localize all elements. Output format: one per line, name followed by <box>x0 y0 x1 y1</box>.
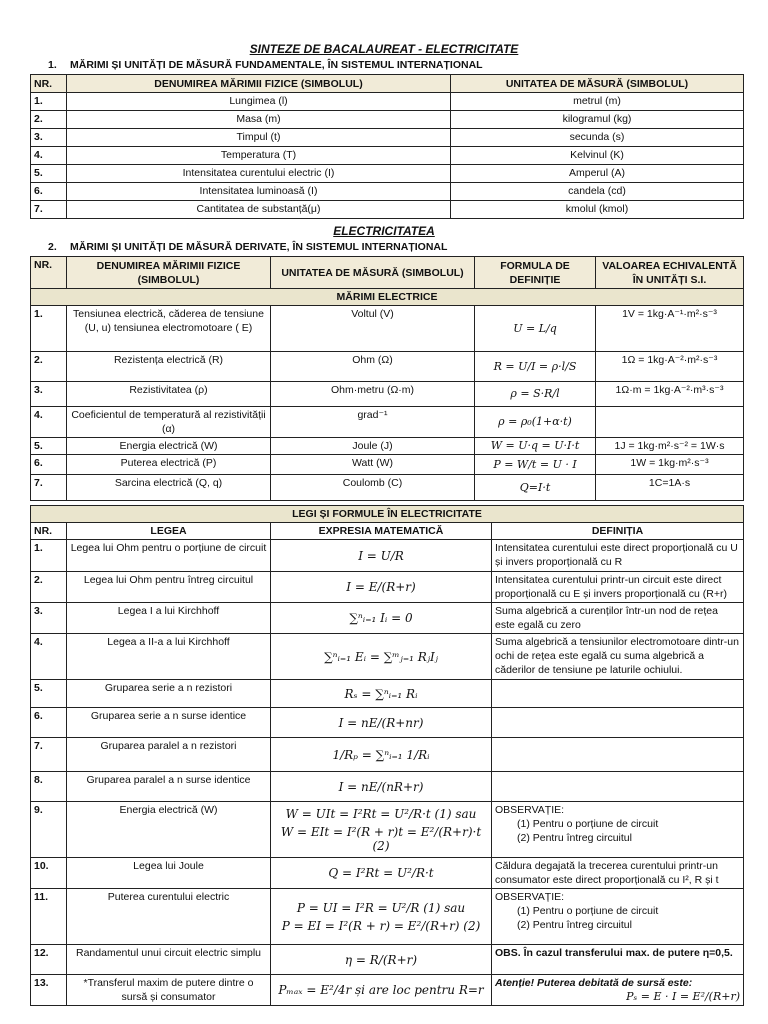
band-laws: LEGI ȘI FORMULE ÎN ELECTRICITATE <box>31 506 744 523</box>
law-name: Gruparea paralel a n rezistori <box>67 738 271 772</box>
table-row <box>31 93 744 111</box>
row-number: 8. <box>31 772 67 802</box>
si-equivalent: 1V = 1kg·A⁻¹·m²·s⁻³ <box>596 306 744 352</box>
quantity-name: Intensitatea luminoasă (I) <box>67 183 451 201</box>
definition-formula: ρ = ρ₀(1+α·t) <box>475 407 596 438</box>
observation-item: (2) Pentru întreg circuitul <box>517 919 632 931</box>
math-expression <box>271 680 492 708</box>
row-number: 3. <box>31 382 67 407</box>
unit-name: Ohm (Ω) <box>271 352 475 382</box>
si-equivalent: 1Ω = 1kg·A⁻²·m²·s⁻³ <box>596 352 744 382</box>
definition-formula: R = U/I = ρ·l/S <box>475 352 596 382</box>
table-row <box>31 772 744 802</box>
math-expression <box>271 772 492 802</box>
section-2-number: 2. <box>48 241 57 253</box>
expression-line: I = nE/(R+nr) <box>338 715 424 730</box>
law-name: Legea lui Joule <box>67 858 271 889</box>
law-name: Legea a II-a a lui Kirchhoff <box>67 634 271 680</box>
subtitle-electricitatea: ELECTRICITATEA <box>333 224 435 238</box>
table-row <box>31 129 744 147</box>
band-row <box>31 289 744 306</box>
quantity-name: Cantitatea de substanță(μ) <box>67 201 451 219</box>
header-quantity: DENUMIREA MĂRIMII FIZICE (SIMBOLUL) <box>67 75 451 93</box>
unit-name: secunda (s) <box>451 129 744 147</box>
expression-line: P = EI = I²(R + r) = E²/(R+r) (2) <box>281 918 481 933</box>
table-row <box>31 455 744 475</box>
header-definition: DEFINIȚIA <box>492 523 744 540</box>
law-definition <box>492 802 744 858</box>
section-1-heading <box>48 59 483 71</box>
law-definition <box>492 945 744 975</box>
math-expression <box>271 858 492 889</box>
header-unit: UNITATEA DE MĂSURĂ (SIMBOLUL) <box>451 75 744 93</box>
expression-line: W = UIt = I²Rt = U²/R·t (1) sau <box>285 806 477 821</box>
math-expression <box>271 708 492 738</box>
header-nr: NR. <box>31 257 67 289</box>
observation-list <box>495 817 740 845</box>
table-row <box>31 945 744 975</box>
si-equivalent: 1Ω·m = 1kg·A⁻²·m³·s⁻³ <box>596 382 744 407</box>
law-definition <box>492 634 744 680</box>
law-name: Gruparea serie a n rezistori <box>67 680 271 708</box>
row-number: 5. <box>31 165 67 183</box>
law-definition <box>492 680 744 708</box>
header-nr: NR. <box>31 523 67 540</box>
section-1-heading-text: MĂRIMI ȘI UNITĂȚI DE MĂSURĂ FUNDAMENTALE, ÎN SISTEMUL INTERNAȚIONAL <box>70 59 483 71</box>
law-definition <box>492 975 744 1006</box>
unit-name: kilogramul (kg) <box>451 111 744 129</box>
section-1-number: 1. <box>48 59 57 71</box>
band-electric-quantities: MĂRIMI ELECTRICE <box>31 289 744 306</box>
definition-formula: W = U·q = U·I·t <box>475 438 596 455</box>
row-number: 5. <box>31 680 67 708</box>
unit-name: Watt (W) <box>271 455 475 475</box>
definition-text: Intensitatea curentului printr-un circuit este direct proporțională cu E și invers proporțională cu (R+r) <box>495 574 727 600</box>
definition-text: OBSERVAȚIE: <box>495 891 565 903</box>
row-number: 2. <box>31 111 67 129</box>
header-quantity: DENUMIREA MĂRIMII FIZICE (SIMBOLUL) <box>67 257 271 289</box>
table-row <box>31 975 744 1006</box>
header-equivalent: VALOAREA ECHIVALENTĂ ÎN UNITĂȚI S.I. <box>596 257 744 289</box>
quantity-name: Intensitatea curentului electric (I) <box>67 165 451 183</box>
definition-formula: Q=I·t <box>475 475 596 501</box>
table-row <box>31 306 744 352</box>
table-row <box>31 802 744 858</box>
quantity-name: Rezistivitatea (ρ) <box>67 382 271 407</box>
quantity-name: Energia electrică (W) <box>67 438 271 455</box>
band-row <box>31 506 744 523</box>
table-header-row <box>31 75 744 93</box>
observation-item: (1) Pentru o porțiune de circuit <box>517 818 659 830</box>
unit-name: candela (cd) <box>451 183 744 201</box>
quantity-name: Tensiunea electrică, căderea de tensiune (U, u) tensiunea electromotoare ( E) <box>67 306 271 352</box>
header-expression: EXPRESIA MATEMATICĂ <box>271 523 492 540</box>
math-expression <box>271 603 492 634</box>
source-power-formula: Pₛ = E · I = E²/(R+r) <box>626 990 741 1003</box>
unit-name: grad⁻¹ <box>271 407 475 438</box>
definition-formula: ρ = S·R/l <box>475 382 596 407</box>
row-number: 6. <box>31 183 67 201</box>
law-name: Gruparea paralel a n surse identice <box>67 772 271 802</box>
math-expression <box>271 889 492 945</box>
definition-text: Căldura degajată la trecerea curentului printr-un consumator este direct proporțională cu I², R și t <box>495 860 719 886</box>
table-row <box>31 603 744 634</box>
unit-name: kmolul (kmol) <box>451 201 744 219</box>
table-row <box>31 889 744 945</box>
row-number: 4. <box>31 634 67 680</box>
row-number: 11. <box>31 889 67 945</box>
si-equivalent: 1J = 1kg·m²·s⁻² = 1W·s <box>596 438 744 455</box>
row-number: 7. <box>31 475 67 501</box>
law-name: Legea I a lui Kirchhoff <box>67 603 271 634</box>
law-name: Legea lui Ohm pentru o porțiune de circuit <box>67 540 271 572</box>
row-number: 4. <box>31 147 67 165</box>
header-law: LEGEA <box>67 523 271 540</box>
table-row <box>31 738 744 772</box>
definition-text: Intensitatea curentului este direct proporțională cu U și invers proporțională cu R <box>495 542 738 568</box>
expression-line: ∑ⁿᵢ₌₁ Iᵢ = 0 <box>349 611 413 625</box>
law-definition <box>492 572 744 603</box>
table-header-row <box>31 523 744 540</box>
table-row <box>31 475 744 501</box>
unit-name: Joule (J) <box>271 438 475 455</box>
unit-name: Ohm·metru (Ω·m) <box>271 382 475 407</box>
quantity-name: Rezistența electrică (R) <box>67 352 271 382</box>
row-number: 12. <box>31 945 67 975</box>
math-expression <box>271 802 492 858</box>
table-row <box>31 183 744 201</box>
fundamental-units-table <box>30 74 744 219</box>
table-row <box>31 540 744 572</box>
table-row <box>31 572 744 603</box>
definition-formula: P = W/t = U · I <box>475 455 596 475</box>
math-expression <box>271 738 492 772</box>
header-nr: NR. <box>31 75 67 93</box>
row-number: 1. <box>31 540 67 572</box>
header-unit: UNITATEA DE MĂSURĂ (SIMBOLUL) <box>271 257 475 289</box>
row-number: 6. <box>31 455 67 475</box>
expression-line: ∑ⁿᵢ₌₁ Eᵢ = ∑ᵐⱼ₌₁ RⱼIⱼ <box>324 649 438 664</box>
definition-formula: U = L/q <box>475 306 596 352</box>
expression-line: I = U/R <box>358 548 404 563</box>
unit-name: Coulomb (C) <box>271 475 475 501</box>
table-row <box>31 165 744 183</box>
table-row <box>31 708 744 738</box>
table-row <box>31 111 744 129</box>
header-formula: FORMULA DE DEFINIȚIE <box>475 257 596 289</box>
definition-text: Suma algebrică a tensiunilor electromotoare dintr-un ochi de rețea este egală cu suma algebrică a căderilor de tensiune pe laturile ochiului. <box>495 636 739 676</box>
page-title: SINTEZE DE BACALAUREAT - ELECTRICITATE <box>249 42 519 56</box>
table-row <box>31 634 744 680</box>
math-expression <box>271 540 492 572</box>
row-number: 5. <box>31 438 67 455</box>
quantity-name: Lungimea (l) <box>67 93 451 111</box>
row-number: 7. <box>31 738 67 772</box>
row-number: 10. <box>31 858 67 889</box>
law-definition <box>492 540 744 572</box>
row-number: 13. <box>31 975 67 1006</box>
table-row <box>31 201 744 219</box>
definition-text: Suma algebrică a curenților într-un nod de rețea este egală cu zero <box>495 605 718 631</box>
row-number: 1. <box>31 93 67 111</box>
law-name: *Transferul maxim de putere dintre o sursă și consumator <box>67 975 271 1006</box>
law-name: Puterea curentului electric <box>67 889 271 945</box>
row-number: 9. <box>31 802 67 858</box>
law-definition <box>492 889 744 945</box>
section-2-heading-text: MĂRIMI ȘI UNITĂȚI DE MĂSURĂ DERIVATE, ÎN SISTEMUL INTERNAȚIONAL <box>70 241 448 253</box>
quantity-name: Masa (m) <box>67 111 451 129</box>
table-header-row <box>31 257 744 289</box>
quantity-name: Timpul (t) <box>67 129 451 147</box>
expression-line: Rₛ = ∑ⁿᵢ₌₁ Rᵢ <box>344 686 418 701</box>
law-definition <box>492 708 744 738</box>
law-name: Randamentul unui circuit electric simplu <box>67 945 271 975</box>
math-expression <box>271 572 492 603</box>
observation-item: (1) Pentru o porțiune de circuit <box>517 905 659 917</box>
law-definition <box>492 738 744 772</box>
definition-text: OBS. În cazul transferului max. de putere η=0,5. <box>495 947 733 959</box>
law-name: Energia electrică (W) <box>67 802 271 858</box>
row-number: 4. <box>31 407 67 438</box>
math-expression <box>271 975 492 1006</box>
expression-line: η = R/(R+r) <box>344 952 418 967</box>
definition-text: OBSERVAȚIE: <box>495 804 565 816</box>
expression-line: Pₘₐₓ = E²/4r și are loc pentru R=r <box>278 983 484 997</box>
observation-item: (2) Pentru întreg circuitul <box>517 832 632 844</box>
definition-text: Atenție! Puterea debitată de sursă este: <box>495 977 693 989</box>
section-2-heading <box>48 241 447 253</box>
table-row <box>31 858 744 889</box>
row-number: 7. <box>31 201 67 219</box>
derived-units-table <box>30 256 744 501</box>
row-number: 3. <box>31 129 67 147</box>
table-row <box>31 352 744 382</box>
si-equivalent: 1C=1A·s <box>596 475 744 501</box>
expression-line: 1/Rₚ = ∑ⁿᵢ₌₁ 1/Rᵢ <box>332 747 430 762</box>
quantity-name: Temperatura (T) <box>67 147 451 165</box>
si-equivalent: 1W = 1kg·m²·s⁻³ <box>596 455 744 475</box>
expression-line: W = EIt = I²(R + r)t = E²/(R+r)·t (2) <box>280 824 482 853</box>
math-expression <box>271 634 492 680</box>
law-name: Gruparea serie a n surse identice <box>67 708 271 738</box>
row-number: 6. <box>31 708 67 738</box>
table-row <box>31 147 744 165</box>
expression-line: I = nE/(nR+r) <box>338 779 424 794</box>
unit-name: Amperul (A) <box>451 165 744 183</box>
table-row <box>31 407 744 438</box>
unit-name: Voltul (V) <box>271 306 475 352</box>
laws-table <box>30 505 744 1006</box>
si-equivalent <box>596 407 744 438</box>
row-number: 2. <box>31 352 67 382</box>
expression-line: I = E/(R+r) <box>346 580 416 594</box>
table-row <box>31 438 744 455</box>
law-definition <box>492 858 744 889</box>
table-row <box>31 382 744 407</box>
expression-line: Q = I²Rt = U²/R·t <box>328 866 434 880</box>
law-definition <box>492 603 744 634</box>
quantity-name: Sarcina electrică (Q, q) <box>67 475 271 501</box>
expression-line: P = UI = I²R = U²/R (1) sau <box>296 900 466 915</box>
row-number: 1. <box>31 306 67 352</box>
row-number: 3. <box>31 603 67 634</box>
law-name: Legea lui Ohm pentru întreg circuitul <box>67 572 271 603</box>
row-number: 2. <box>31 572 67 603</box>
law-definition <box>492 772 744 802</box>
unit-name: Kelvinul (K) <box>451 147 744 165</box>
math-expression <box>271 945 492 975</box>
table-row <box>31 680 744 708</box>
unit-name: metrul (m) <box>451 93 744 111</box>
observation-list <box>495 904 740 932</box>
quantity-name: Puterea electrică (P) <box>67 455 271 475</box>
quantity-name: Coeficientul de temperatură al rezistivității (α) <box>67 407 271 438</box>
